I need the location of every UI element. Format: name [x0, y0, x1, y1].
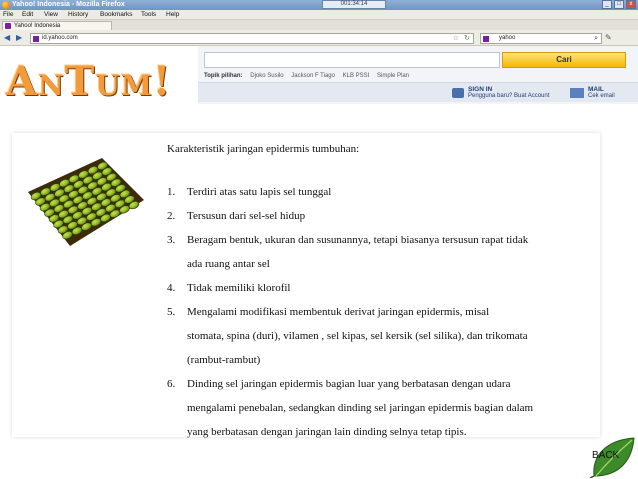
menu-view[interactable]: View [44, 11, 58, 18]
menu-edit[interactable]: Edit [22, 11, 34, 18]
list-text: Beragam bentuk, ukuran dan susunannya, tetapi biasanya tersusun rapat tidak ada ruang antar sel [187, 234, 529, 270]
sign-in-title: SIGN IN [468, 86, 493, 93]
tab-bar [0, 20, 638, 30]
search-value: yahoo [499, 35, 516, 41]
antum-logo [6, 58, 171, 105]
sign-in-link[interactable] [468, 86, 549, 100]
list-number: 1. [167, 186, 176, 198]
yahoo-search-input[interactable] [204, 52, 500, 68]
popular-topic-link[interactable]: Djoko Susilo [250, 73, 284, 79]
user-icon [452, 88, 464, 98]
sign-in-subtitle: Pengguna baru? Buat Account [468, 93, 550, 99]
url-text: id.yahoo.com [42, 35, 78, 41]
menu-file[interactable]: File [3, 11, 14, 18]
mail-icon [570, 88, 584, 98]
list-text: Tersusun dari sel-sel hidup [187, 210, 306, 222]
timer-display: 001:34:14 [322, 0, 386, 9]
popular-topic-link[interactable]: Jackson F Tiago [291, 73, 335, 79]
list-number: 5. [167, 306, 176, 318]
navigation-bar [0, 30, 638, 46]
list-item [167, 276, 597, 300]
site-identity-icon [33, 36, 39, 42]
logo-letter-a: A [6, 58, 39, 105]
popular-topic-link[interactable]: KLB PSSI [342, 73, 370, 79]
list-text: Tidak memiliki klorofil [187, 282, 291, 294]
forward-arrow-icon[interactable]: ▶ [16, 33, 23, 42]
epidermis-tissue-illustration [20, 152, 148, 252]
list-item [167, 204, 597, 228]
yahoo-favicon-icon [5, 23, 11, 29]
menu-bar [0, 10, 638, 20]
back-arrow-icon[interactable]: ◀ [4, 33, 11, 42]
window-title: Yahoo! Indonesia - Mozilla Firefox [12, 1, 125, 8]
yahoo-page-area [198, 46, 638, 104]
firefox-icon [2, 1, 10, 9]
browser-search-input[interactable] [480, 33, 602, 44]
menu-help[interactable]: Help [166, 11, 180, 18]
window-controls [602, 0, 636, 9]
list-item [167, 300, 597, 372]
bookmark-star-icon[interactable]: ☆ [452, 35, 459, 42]
menu-bookmarks[interactable]: Bookmarks [100, 11, 133, 18]
search-magnifier-icon[interactable]: ⌕ [594, 35, 598, 42]
search-engine-icon[interactable] [483, 36, 489, 42]
yahoo-search-button[interactable]: Cari [502, 52, 626, 68]
maximize-button[interactable]: □ [614, 0, 624, 9]
address-bar[interactable] [30, 33, 474, 44]
menu-tools[interactable]: Tools [141, 11, 157, 18]
yahoo-account-strip [198, 82, 638, 102]
back-button[interactable]: BACK [592, 450, 620, 461]
logo-letters-um: UM [95, 69, 153, 102]
mail-title: MAIL [588, 86, 604, 93]
list-item [167, 228, 597, 276]
list-text: Dinding sel jaringan epidermis bagian luar yang berbatasan dengan udara mengalami penebalan, sedangkan dinding sel jaringan epidermis bagian dalam yang berbatasan dengan jaringan lain dinding selnya tetap tipis. [187, 378, 534, 438]
minimize-button[interactable]: _ [602, 0, 612, 9]
list-item [167, 372, 597, 444]
list-number: 3. [167, 234, 176, 246]
close-button[interactable]: x [626, 0, 636, 9]
characteristics-list [167, 180, 597, 444]
list-number: 6. [167, 378, 176, 390]
tab-yahoo[interactable] [2, 21, 112, 30]
menu-history[interactable]: History [68, 11, 89, 18]
popular-topic-link[interactable]: Simple Plan [376, 73, 409, 79]
list-item [167, 180, 597, 204]
mail-link[interactable] [588, 86, 615, 100]
popular-topics [204, 72, 415, 80]
list-text: Mengalami modifikasi membentuk derivat jaringan epidermis, misal stomata, spina (duri), vilamen , sel kipas, sel kersik (sel silika), dan trikomata (rambut-rambut) [187, 306, 528, 366]
list-number: 2. [167, 210, 176, 222]
content-heading: Karakteristik jaringan epidermis tumbuhan: [167, 143, 360, 155]
list-text: Terdiri atas satu lapis sel tunggal [187, 186, 332, 198]
mail-subtitle: Cek email [588, 93, 615, 99]
tool-pen-icon[interactable]: ✎ [605, 33, 612, 42]
window-titlebar [0, 0, 638, 10]
popular-topics-label: Topik pilihan: [204, 73, 243, 79]
tab-label: Yahoo! Indonesia [14, 23, 61, 29]
logo-letter-t: T [64, 58, 96, 105]
list-number: 4. [167, 282, 176, 294]
logo-exclamation: ! [152, 58, 172, 105]
reload-icon[interactable]: ↻ [464, 35, 470, 42]
logo-letter-n: N [38, 69, 65, 102]
